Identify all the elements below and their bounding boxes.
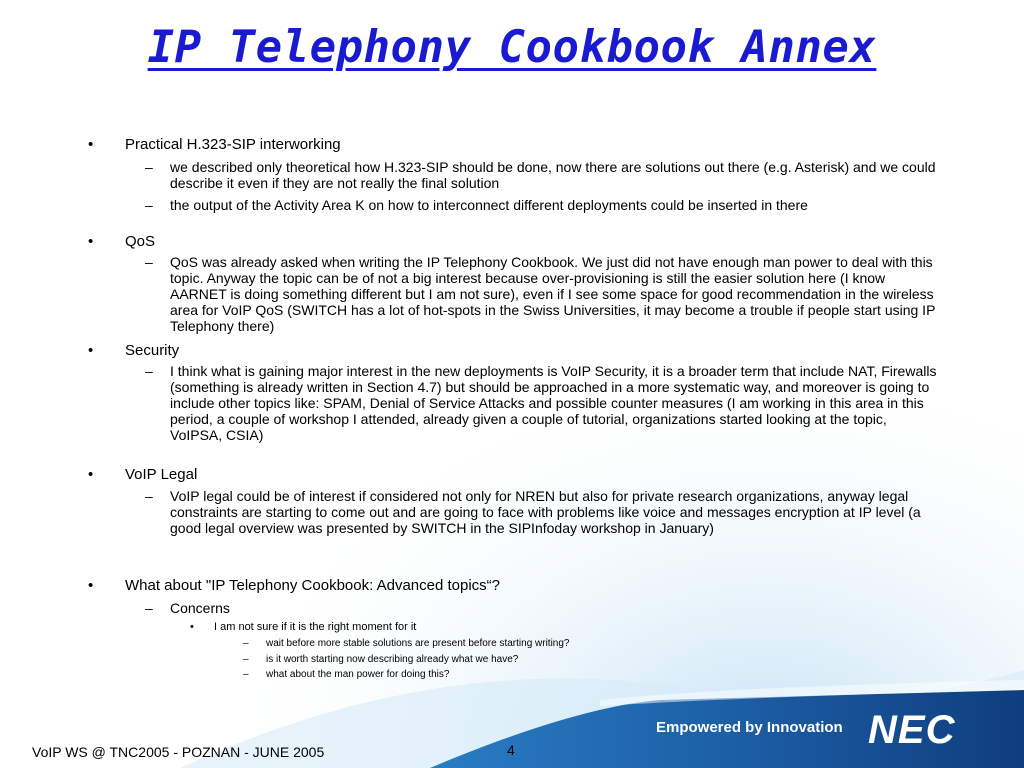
bullet-marker: • bbox=[88, 577, 94, 594]
bullet-marker: • bbox=[88, 136, 94, 153]
dash-marker: – bbox=[145, 159, 153, 175]
bullet-marker: • bbox=[88, 342, 94, 359]
sub-item-qos-1: QoS was already asked when writing the IP Telephony Cookbook. We just did not have enough man power to deal with this topic. Anyway the topic can be of not a big interest because over-provisioning is still the easier solution here (I know AARNET is doing something different but I am not sure), even if I see some space for good recommendation in the wireless area for VoIP QoS (SWITCH has a lot of hot-spots in the Swiss Universities, it may become a trouble if people start using IP Telephony there) bbox=[170, 254, 936, 334]
sub-item-interworking-1: we described only theoretical how H.323-SIP should be done, now there are solutions out there (e.g. Asterisk) and we could describe it even if they are not really the final solution bbox=[170, 159, 936, 191]
bullet-marker: • bbox=[88, 233, 94, 250]
dash-marker: – bbox=[145, 197, 153, 213]
sub-item-concerns: Concerns bbox=[170, 600, 230, 616]
bullet-marker: • bbox=[190, 621, 194, 633]
page-number: 4 bbox=[507, 742, 515, 758]
level4-item-1: wait before more stable solutions are present before starting writing? bbox=[266, 638, 570, 649]
dash-marker: – bbox=[145, 488, 153, 504]
bullet-marker: • bbox=[88, 466, 94, 483]
sub-item-interworking-2: the output of the Activity Area K on how to interconnect different deployments could be inserted in there bbox=[170, 197, 808, 213]
bullet-security: Security bbox=[125, 342, 180, 359]
level4-item-3: what about the man power for doing this? bbox=[266, 669, 450, 680]
dash-marker: – bbox=[243, 669, 249, 680]
brand-tagline: Empowered by Innovation bbox=[656, 719, 843, 736]
level4-item-2: is it worth starting now describing already what we have? bbox=[266, 654, 519, 665]
bullet-qos: QoS bbox=[125, 233, 156, 250]
page-title: IP Telephony Cookbook Annex bbox=[147, 22, 877, 73]
bullet-advanced-topics: What about "IP Telephony Cookbook: Advanced topics“? bbox=[125, 577, 501, 594]
dash-marker: – bbox=[145, 600, 153, 616]
bullet-interworking: Practical H.323-SIP interworking bbox=[125, 136, 341, 153]
sub-item-voip-legal-1: VoIP legal could be of interest if considered not only for NREN but also for private research organizations, anyway legal constraints are starting to come out and are going to face with problems like voice and messages encryption at IP level (a good legal overview was presented by SWITCH in the SIPInfoday workshop in January) bbox=[170, 488, 921, 536]
level3-not-sure: I am not sure if it is the right moment for it bbox=[214, 621, 417, 633]
sub-item-security-1: I think what is gaining major interest in the new deployments is VoIP Security, it is a broader term that include NAT, Firewalls (something is already written in Section 4.7) but should be approached in a more systematic way, and moreover is going to include other topics like: SPAM, Denial of Service Attacks and possible counter measures (I am working in this area in this period, a couple of workshop I attended, already given a couple of tutorial, organizations started looking at the topic, VoIPSA, CSIA) bbox=[170, 363, 937, 443]
dash-marker: – bbox=[145, 363, 153, 379]
dash-marker: – bbox=[145, 254, 153, 270]
nec-logo: NEC bbox=[868, 708, 956, 752]
footer-text: VoIP WS @ TNC2005 - POZNAN - JUNE 2005 bbox=[32, 744, 325, 760]
dash-marker: – bbox=[243, 654, 249, 665]
dash-marker: – bbox=[243, 638, 249, 649]
bullet-voip-legal: VoIP Legal bbox=[125, 466, 198, 483]
